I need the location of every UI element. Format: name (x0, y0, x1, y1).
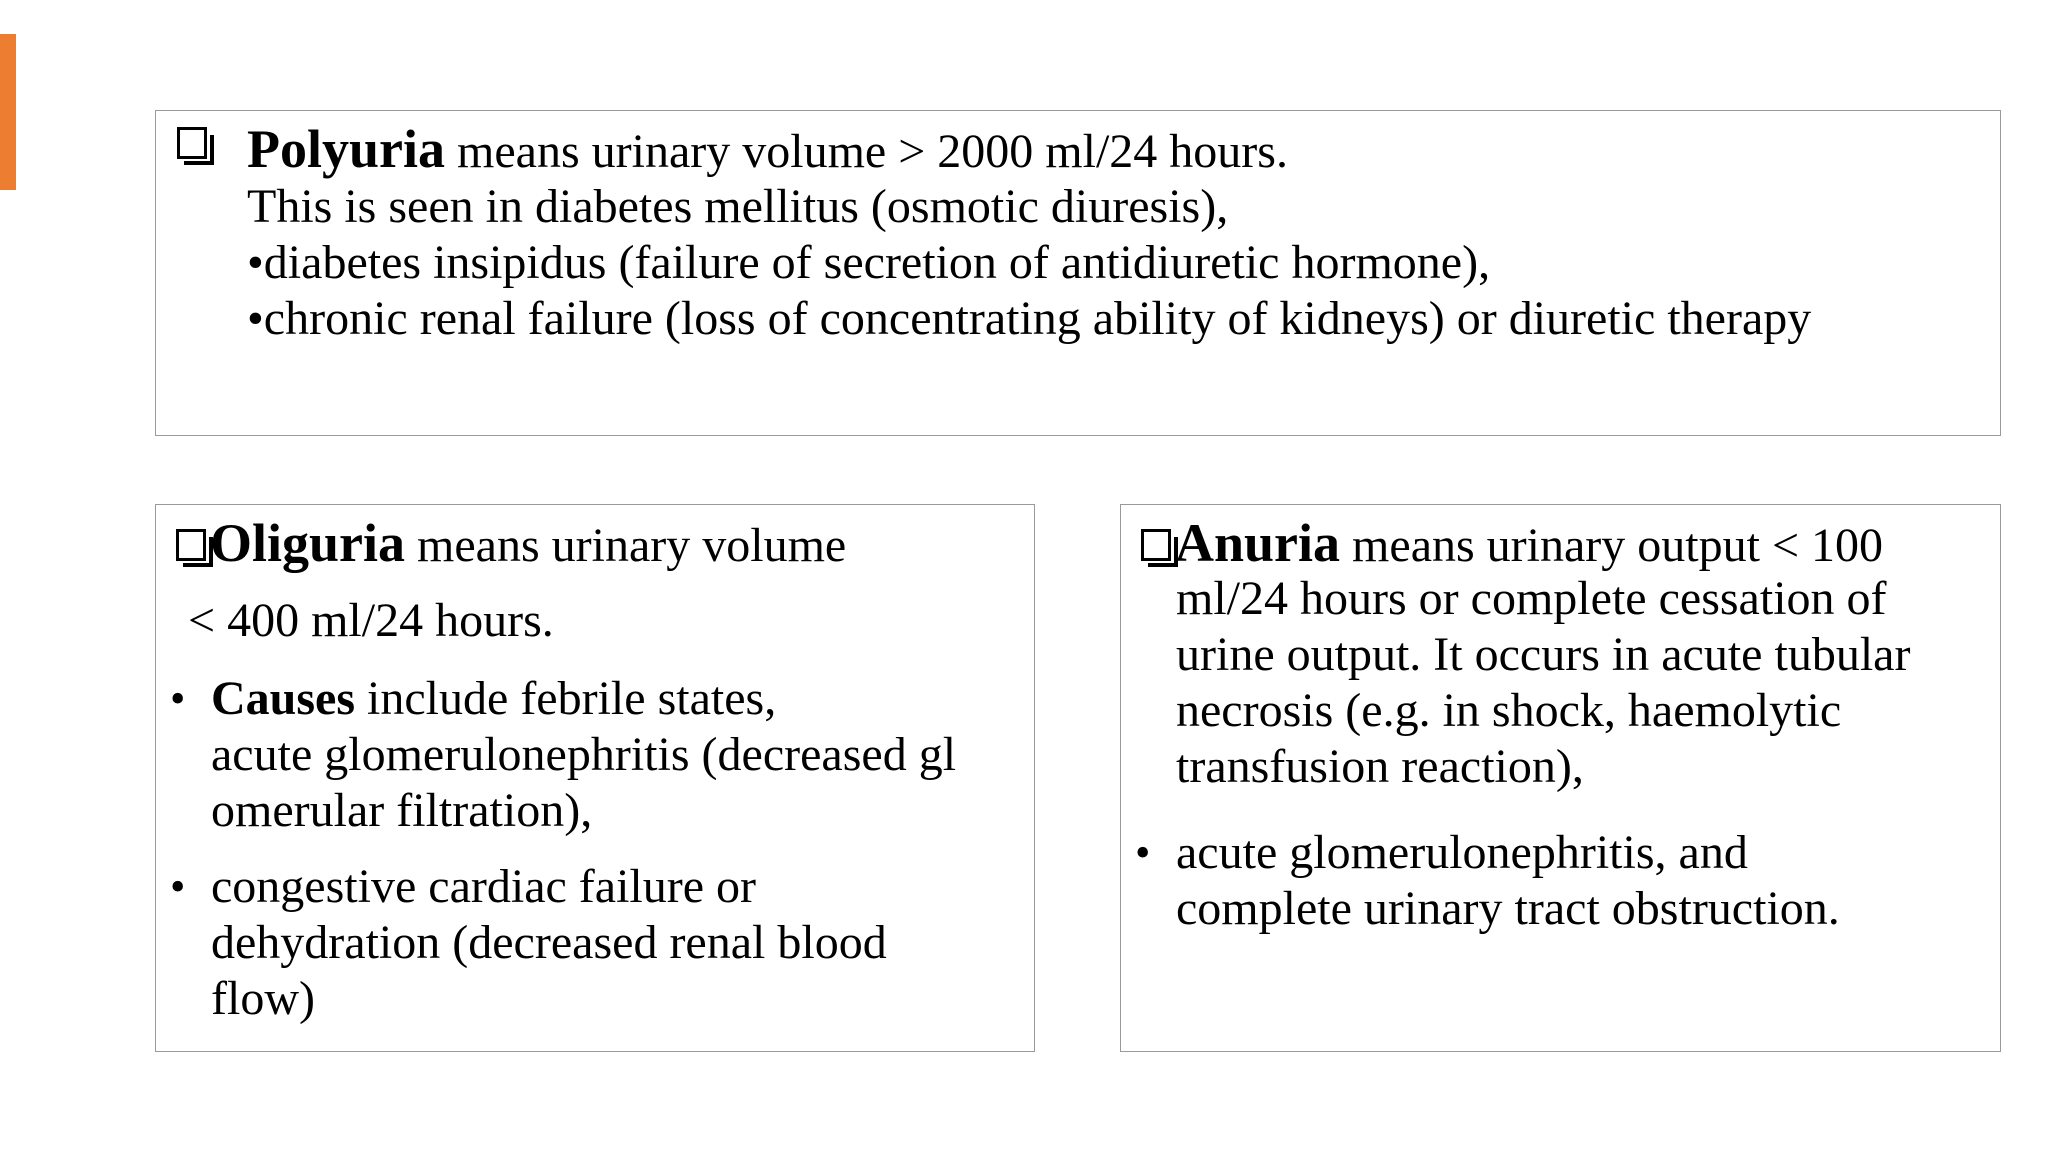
bullet-icon: • (170, 674, 186, 723)
polyuria-line-4: •chronic renal failure (loss of concentrating ability of kidneys) or diuretic therapy (247, 292, 1812, 345)
anuria-bullet-1 (1176, 825, 1840, 937)
oliguria-bullet-1-line-1: include febrile states, (355, 672, 777, 725)
polyuria-line-3: •diabetes insipidus (failure of secretion of antidiuretic hormone), (247, 236, 1491, 289)
oliguria-definition: means urinary volume (405, 519, 847, 572)
oliguria-bullet-2-line-3: flow) (211, 972, 315, 1025)
oliguria-bullet-1 (211, 671, 956, 839)
polyuria-term: Polyuria (247, 119, 445, 179)
oliguria-box (155, 504, 1035, 1052)
oliguria-bullet-1-line-3: omerular filtration), (211, 784, 593, 837)
polyuria-definition: means urinary volume > 2000 ml/24 hours. (445, 125, 1288, 178)
oliguria-bullet-1-line-2: acute glomerulonephritis (decreased gl (211, 728, 957, 781)
anuria-box (1120, 504, 2001, 1052)
oliguria-bullet-2-line-2: dehydration (decreased renal blood (211, 916, 887, 969)
anuria-line-3: urine output. It occurs in acute tubular (1176, 628, 1911, 681)
polyuria-box (155, 110, 2001, 436)
anuria-bullet-1-line-1: acute glomerulonephritis, and (1176, 826, 1748, 879)
checkbox-bullet-icon (177, 127, 207, 159)
bullet-icon: • (1135, 828, 1151, 877)
anuria-definition: means urinary output < 100 (1340, 519, 1884, 572)
anuria-heading-line (1141, 515, 1883, 574)
polyuria-line-2: This is seen in diabetes mellitus (osmotic diuresis), (247, 180, 1229, 233)
oliguria-term: Oliguria (210, 513, 406, 573)
anuria-line-2: ml/24 hours or complete cessation of (1176, 572, 1887, 625)
oliguria-definition-cont: < 400 ml/24 hours. (176, 594, 554, 647)
anuria-line-4: necrosis (e.g. in shock, haemolytic (1176, 684, 1842, 737)
anuria-definition-body (1176, 571, 1910, 795)
oliguria-heading-line (176, 515, 846, 574)
oliguria-bullet-2-line-1: congestive cardiac failure or (211, 860, 757, 913)
oliguria-bullet-2 (211, 859, 887, 1027)
causes-label: Causes (211, 672, 356, 725)
anuria-bullet-1-line-2: complete urinary tract obstruction. (1176, 882, 1840, 935)
anuria-term: Anuria (1175, 513, 1341, 573)
checkbox-bullet-icon (1141, 529, 1171, 561)
accent-bar (0, 34, 16, 190)
checkbox-bullet-icon (176, 529, 206, 561)
anuria-line-5: transfusion reaction), (1176, 740, 1584, 793)
polyuria-heading-line (247, 121, 1288, 180)
bullet-icon: • (170, 862, 186, 911)
